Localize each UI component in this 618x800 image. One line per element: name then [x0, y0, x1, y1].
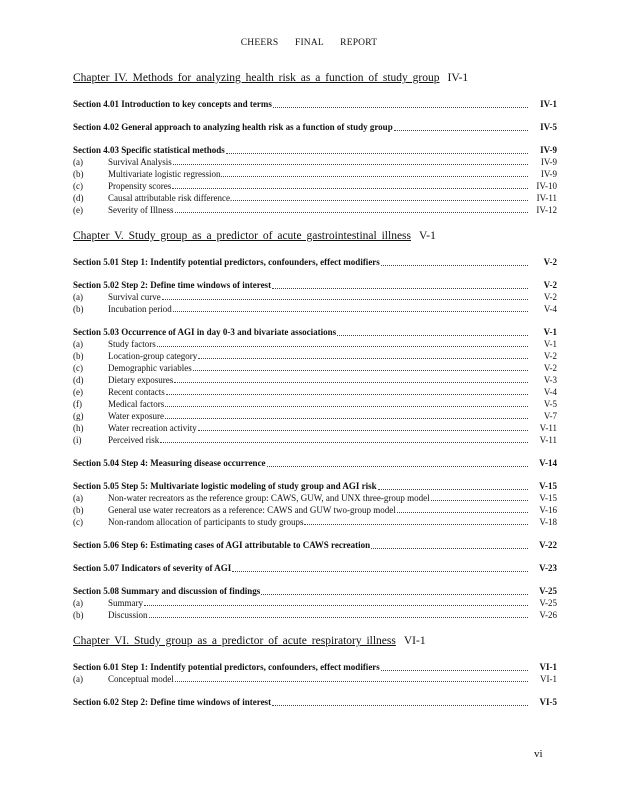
toc-item-label: Severity of Illness — [108, 205, 174, 215]
toc-chapter-page: V-1 — [419, 230, 436, 242]
toc-spacer — [73, 469, 557, 481]
toc-item-page: IV-9 — [540, 169, 557, 179]
toc-item-letter: (i) — [73, 435, 82, 445]
toc-spacer — [73, 708, 557, 720]
toc-item[interactable] — [73, 422, 557, 434]
dot-leader — [173, 303, 528, 312]
toc-item-label: Causal attributable risk difference. — [108, 193, 233, 203]
toc-spacer — [73, 133, 557, 145]
toc-item-page: V-2 — [543, 292, 557, 302]
dot-leader — [149, 609, 528, 618]
toc-section[interactable] — [73, 586, 557, 597]
toc-section-page: VI-5 — [539, 697, 557, 707]
toc-item-label: Medical factors — [108, 399, 165, 409]
toc-item-page: V-26 — [539, 610, 557, 620]
toc-spacer — [73, 87, 557, 99]
toc-item-page: IV-9 — [540, 157, 557, 167]
toc-section[interactable] — [73, 99, 557, 110]
report-header: CHEERS FINAL REPORT — [240, 38, 378, 48]
toc-section-page: V-14 — [539, 458, 557, 468]
toc-item-label: Non-random allocation of participants to study groups — [108, 517, 304, 527]
dot-leader — [174, 374, 528, 383]
toc-item-page: V-1 — [543, 339, 557, 349]
toc-chapter[interactable] — [73, 70, 557, 87]
dot-leader — [144, 597, 528, 606]
toc-section-label: Section 5.02 Step 2: Define time windows of interest — [73, 280, 272, 290]
toc-section[interactable] — [73, 697, 557, 708]
toc-section-label: Section 4.02 General approach to analyzing health risk as a function of study group — [73, 122, 393, 132]
toc-chapter-page: IV-1 — [447, 72, 469, 84]
dot-leader — [272, 697, 528, 706]
dot-leader — [175, 673, 528, 682]
toc-item[interactable] — [73, 410, 557, 422]
dot-leader — [381, 257, 528, 266]
toc-item[interactable] — [73, 386, 557, 398]
toc-item-label: Multivariate logistic regression — [108, 169, 221, 179]
toc-item-page: V-15 — [539, 493, 557, 503]
toc-item-letter: (c) — [73, 181, 83, 191]
toc-chapter[interactable] — [73, 228, 557, 245]
dot-leader — [165, 398, 528, 407]
toc-section-label: Section 4.01 Introduction to key concepts and terms — [73, 99, 272, 109]
toc-section-page: V-23 — [539, 563, 557, 573]
toc-item[interactable] — [73, 609, 557, 621]
toc-item-letter: (h) — [73, 423, 84, 433]
toc-section-page: IV-5 — [540, 122, 557, 132]
toc-item[interactable] — [73, 516, 557, 528]
page-number: vi — [534, 748, 543, 760]
toc-spacer — [73, 551, 557, 563]
toc-section-page: VI-1 — [539, 662, 557, 672]
dot-leader — [233, 192, 528, 201]
toc-item[interactable] — [73, 504, 557, 516]
toc-item-page: V-18 — [539, 517, 557, 527]
toc-section-label: Section 5.01 Step 1: Indentify potential predictors, confounders, effect modifiers — [73, 257, 380, 267]
toc-chapter-title: Chapter V. Study group as a predictor of acute gastrointestinal illness — [73, 230, 411, 242]
toc-item[interactable] — [73, 362, 557, 374]
toc-item-page: IV-10 — [536, 181, 557, 191]
toc-spacer — [73, 315, 557, 327]
dot-leader — [394, 122, 528, 131]
toc-item[interactable] — [73, 204, 557, 216]
toc-item[interactable] — [73, 180, 557, 192]
toc-item[interactable] — [73, 291, 557, 303]
dot-leader — [371, 540, 528, 549]
toc-spacer — [73, 650, 557, 662]
toc-item-label: Study factors — [108, 339, 156, 349]
toc-section[interactable] — [73, 257, 557, 268]
toc-chapter-title: Chapter IV. Methods for analyzing health risk as a function of study group — [73, 72, 440, 84]
dot-leader — [381, 662, 528, 671]
toc-item[interactable] — [73, 303, 557, 315]
toc-item[interactable] — [73, 398, 557, 410]
toc-item-page: VI-1 — [540, 674, 557, 684]
toc-section-label: Section 4.03 Specific statistical methods — [73, 145, 225, 155]
toc-item-label: Survival Analysis — [108, 157, 172, 167]
toc-item-page: V-4 — [543, 387, 557, 397]
toc-section-label: Section 5.08 Summary and discussion of findings — [73, 586, 261, 596]
toc-section-page: V-15 — [539, 481, 557, 491]
toc-item-letter: (a) — [73, 339, 83, 349]
toc-item-label: Non-water recreators as the reference group: CAWS, GUW, and UNX three-group model — [108, 493, 430, 503]
toc-section-page: V-22 — [539, 540, 557, 550]
toc-item[interactable] — [73, 597, 557, 609]
dot-leader — [397, 504, 528, 513]
toc-item-label: Discussion — [108, 610, 148, 620]
dot-leader — [261, 586, 528, 595]
toc-item-letter: (b) — [73, 610, 84, 620]
toc-item-page: IV-11 — [536, 193, 557, 203]
toc-item-letter: (d) — [73, 375, 84, 385]
toc-item-letter: (a) — [73, 157, 83, 167]
toc-item-label: Demographic variables — [108, 363, 192, 373]
dot-leader — [162, 291, 528, 300]
toc-section[interactable] — [73, 280, 557, 291]
toc-item-letter: (b) — [73, 505, 84, 515]
toc-item-letter: (a) — [73, 493, 83, 503]
toc-item[interactable] — [73, 673, 557, 685]
dot-leader — [378, 481, 528, 490]
toc-item-label: Propensity scores — [108, 181, 172, 191]
dot-leader — [157, 338, 528, 347]
dot-leader — [198, 350, 528, 359]
toc-chapter-page: VI-1 — [403, 635, 426, 647]
toc-item-letter: (d) — [73, 193, 84, 203]
toc-item[interactable] — [73, 492, 557, 504]
toc-item-page: V-4 — [543, 304, 557, 314]
toc-item-label: Conceptual model — [108, 674, 174, 684]
toc-section-page: V-2 — [543, 257, 557, 267]
toc-item-letter: (c) — [73, 517, 83, 527]
toc-spacer — [73, 110, 557, 122]
dot-leader — [272, 280, 528, 289]
toc-section[interactable] — [73, 122, 557, 133]
toc-item-label: Location-group category — [108, 351, 198, 361]
toc-section-label: Section 5.06 Step 6: Estimating cases of AGI attributable to CAWS recreation — [73, 540, 371, 550]
toc-chapter-title: Chapter VI. Study group as a predictor of acute respiratory illness — [73, 635, 396, 647]
toc-spacer — [73, 685, 557, 697]
dot-leader — [226, 145, 528, 154]
toc-section[interactable] — [73, 327, 557, 338]
toc-item-letter: (g) — [73, 411, 84, 421]
toc-item-letter: (e) — [73, 205, 83, 215]
dot-leader — [337, 327, 528, 336]
toc-item-page: V-2 — [543, 351, 557, 361]
toc-section[interactable] — [73, 662, 557, 673]
toc-section[interactable] — [73, 540, 557, 551]
toc-item[interactable] — [73, 434, 557, 446]
toc-item-page: V-11 — [539, 423, 557, 433]
dot-leader — [198, 422, 528, 431]
toc-item-page: V-11 — [539, 435, 557, 445]
toc-spacer — [73, 621, 557, 633]
toc-section-label: Section 5.03 Occurrence of AGI in day 0-3 and bivariate associations — [73, 327, 337, 337]
toc-section-page: V-2 — [543, 280, 557, 290]
toc-section-page: V-1 — [543, 327, 557, 337]
toc-section-label: Section 5.04 Step 4: Measuring disease occurrence — [73, 458, 266, 468]
toc-section-label: Section 5.05 Step 5: Multivariate logistic modeling of study group and AGI risk — [73, 481, 377, 491]
toc-item-page: V-2 — [543, 363, 557, 373]
toc-item[interactable] — [73, 168, 557, 180]
toc-item-page: V-7 — [543, 411, 557, 421]
dot-leader — [166, 386, 528, 395]
dot-leader — [175, 204, 529, 213]
toc-section-page: V-25 — [539, 586, 557, 596]
dot-leader — [304, 516, 528, 525]
toc-section-label: Section 6.01 Step 1: Indentify potential predictors, confounders, effect modifiers — [73, 662, 380, 672]
toc-item-label: Summary — [108, 598, 143, 608]
toc-spacer — [73, 268, 557, 280]
dot-leader — [221, 168, 528, 177]
toc-section-page: IV-1 — [540, 99, 557, 109]
toc-item[interactable] — [73, 192, 557, 204]
toc-item[interactable] — [73, 156, 557, 168]
dot-leader — [160, 434, 528, 443]
toc-item-label: Water exposure — [108, 411, 164, 421]
toc-section[interactable] — [73, 458, 557, 469]
toc-section[interactable] — [73, 481, 557, 492]
toc-item-letter: (e) — [73, 387, 83, 397]
toc-spacer — [73, 245, 557, 257]
toc-item-page: IV-12 — [536, 205, 557, 215]
toc-item-page: V-5 — [543, 399, 557, 409]
toc-chapter[interactable] — [73, 633, 557, 650]
dot-leader — [431, 492, 528, 501]
toc-item-label: Water recreation activity — [108, 423, 197, 433]
toc-item-letter: (b) — [73, 304, 84, 314]
toc-section[interactable] — [73, 563, 557, 574]
toc-section[interactable] — [73, 145, 557, 156]
table-of-contents — [73, 70, 557, 720]
toc-item-letter: (a) — [73, 292, 83, 302]
toc-item-page: V-16 — [539, 505, 557, 515]
toc-section-label: Section 5.07 Indicators of severity of AGI — [73, 563, 232, 573]
toc-item-label: General use water recreators as a reference: CAWS and GUW two-group model — [108, 505, 396, 515]
dot-leader — [165, 410, 528, 419]
toc-section-page: IV-9 — [540, 145, 557, 155]
toc-item[interactable] — [73, 338, 557, 350]
toc-item-label: Recent contacts — [108, 387, 165, 397]
toc-item-label: Survival curve — [108, 292, 161, 302]
dot-leader — [173, 156, 528, 165]
toc-spacer — [73, 446, 557, 458]
dot-leader — [232, 563, 528, 572]
toc-item-label: Dietary exposures — [108, 375, 174, 385]
toc-spacer — [73, 528, 557, 540]
toc-item-letter: (a) — [73, 598, 83, 608]
toc-item-letter: (a) — [73, 674, 83, 684]
toc-section-label: Section 6.02 Step 2: Define time windows of interest — [73, 697, 272, 707]
toc-item[interactable] — [73, 374, 557, 386]
dot-leader — [273, 99, 528, 108]
toc-item[interactable] — [73, 350, 557, 362]
toc-item-page: V-3 — [543, 375, 557, 385]
toc-item-label: Incubation period — [108, 304, 172, 314]
toc-item-letter: (f) — [73, 399, 82, 409]
toc-spacer — [73, 574, 557, 586]
toc-item-letter: (b) — [73, 169, 84, 179]
toc-item-page: V-25 — [539, 598, 557, 608]
toc-item-label: Perceived risk — [108, 435, 160, 445]
dot-leader — [193, 362, 528, 371]
toc-item-letter: (c) — [73, 363, 83, 373]
toc-spacer — [73, 216, 557, 228]
dot-leader — [267, 458, 528, 467]
toc-item-letter: (b) — [73, 351, 84, 361]
dot-leader — [172, 180, 528, 189]
